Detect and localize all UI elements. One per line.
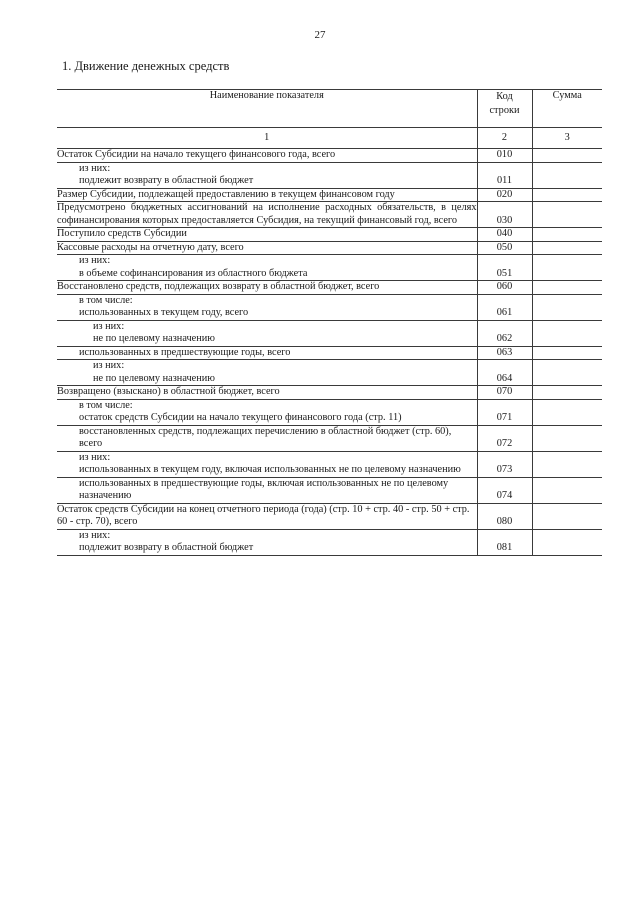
- indicator-name-cell: [57, 162, 477, 188]
- column-number-1: 1: [57, 128, 477, 149]
- indicator-name-line: Остаток средств Субсидии на конец отчетного периода (года) (стр. 10 + стр. 40 - стр. 50 + стр. 60 - стр. 70), всего: [57, 503, 470, 527]
- line-code-cell: 011: [477, 162, 532, 188]
- header-code-line2: строки: [489, 105, 520, 116]
- indicator-name-cell: [57, 386, 477, 400]
- page-number: 27: [314, 29, 326, 41]
- line-code-cell: 073: [477, 451, 532, 477]
- table-row: [57, 255, 602, 281]
- table-row: [57, 188, 602, 202]
- section-title: 1. Движение денежных средств: [62, 59, 230, 73]
- table-row: [57, 162, 602, 188]
- indicator-name-cell: [57, 188, 477, 202]
- indicator-name-line: в том числе:: [79, 294, 133, 306]
- line-code-cell: 020: [477, 188, 532, 202]
- indicator-name-cell: [57, 399, 477, 425]
- table-row: [57, 451, 602, 477]
- indicator-name-cell: [57, 360, 477, 386]
- indicator-name-line: Поступило средств Субсидии: [57, 228, 187, 239]
- indicator-name-cell: [57, 425, 477, 451]
- table-row: [57, 202, 602, 228]
- sum-cell: [532, 451, 602, 477]
- table-row: [57, 399, 602, 425]
- indicator-name-line: Размер Субсидии, подлежащей предоставлению в текущем финансовом году: [57, 188, 395, 200]
- indicator-name-line: не по целевому назначению: [93, 333, 215, 344]
- indicator-name-line: подлежит возврату в областной бюджет: [79, 175, 254, 186]
- table-row: [57, 477, 602, 503]
- indicator-name-line: в том числе:: [79, 399, 133, 411]
- indicator-name-line: использованных в текущем году, всего: [79, 307, 249, 318]
- sum-cell: [532, 149, 602, 163]
- line-code-cell: 062: [477, 320, 532, 346]
- indicator-name-line: в объеме софинансирования из областного бюджета: [79, 267, 308, 279]
- table-row: [57, 294, 602, 320]
- sum-cell: [532, 241, 602, 255]
- line-code-cell: 030: [477, 202, 532, 228]
- sum-cell: [532, 399, 602, 425]
- sum-cell: [532, 503, 602, 529]
- indicator-name-line: из них:: [79, 255, 111, 266]
- table-row: [57, 281, 602, 295]
- column-number-2: 2: [477, 128, 532, 149]
- indicator-name-line: использованных в текущем году, включая использованных не по целевому назначению: [79, 464, 461, 475]
- sum-cell: [532, 255, 602, 281]
- table-row: [57, 386, 602, 400]
- line-code-cell: 060: [477, 281, 532, 295]
- header-line-code: [477, 90, 532, 128]
- indicator-name-cell: [57, 281, 477, 295]
- indicator-name-line: восстановленных средств, подлежащих перечислению в областной бюджет (стр. 60), всего: [79, 425, 452, 449]
- line-code-cell: 064: [477, 360, 532, 386]
- line-code-cell: 051: [477, 255, 532, 281]
- line-code-cell: 010: [477, 149, 532, 163]
- line-code-cell: 063: [477, 346, 532, 360]
- indicator-name-line: из них:: [93, 360, 125, 371]
- sum-cell: [532, 477, 602, 503]
- line-code-cell: 070: [477, 386, 532, 400]
- column-number-row: [57, 128, 602, 149]
- sum-cell: [532, 386, 602, 400]
- header-indicator-name: Наименование показателя: [57, 90, 477, 128]
- indicator-name-cell: [57, 255, 477, 281]
- indicator-name-cell: [57, 503, 477, 529]
- indicator-name-cell: [57, 320, 477, 346]
- sum-cell: [532, 320, 602, 346]
- table-row: [57, 503, 602, 529]
- line-code-cell: 071: [477, 399, 532, 425]
- indicator-name-cell: [57, 241, 477, 255]
- indicator-name-line: подлежит возврату в областной бюджет: [79, 542, 254, 553]
- indicator-name-cell: [57, 294, 477, 320]
- indicator-name-line: Возвращено (взыскано) в областной бюджет, всего: [57, 386, 280, 397]
- line-code-cell: 074: [477, 477, 532, 503]
- line-code-cell: 050: [477, 241, 532, 255]
- indicator-name-line: Восстановлено средств, подлежащих возврату в областной бюджет, всего: [57, 281, 380, 292]
- sum-cell: [532, 188, 602, 202]
- indicator-name-cell: [57, 228, 477, 242]
- sum-cell: [532, 346, 602, 360]
- table-row: [57, 425, 602, 451]
- indicator-name-line: остаток средств Субсидии на начало текущего финансового года (стр. 11): [79, 412, 402, 423]
- indicator-name-cell: [57, 149, 477, 163]
- header-code-line1: Код: [496, 91, 513, 102]
- line-code-cell: 040: [477, 228, 532, 242]
- table-header-row: [57, 90, 602, 128]
- sum-cell: [532, 360, 602, 386]
- table-row: [57, 228, 602, 242]
- indicator-name-cell: [57, 346, 477, 360]
- line-code-cell: 061: [477, 294, 532, 320]
- sum-cell: [532, 425, 602, 451]
- table-body: [57, 149, 602, 556]
- indicator-name-line: не по целевому назначению: [93, 372, 215, 384]
- column-number-3: 3: [532, 128, 602, 149]
- sum-cell: [532, 529, 602, 555]
- indicator-name-line: использованных в предшествующие годы, включая использованных не по целевому назначению: [79, 477, 449, 501]
- indicator-name-line: из них:: [79, 451, 111, 463]
- cash-flow-table: [57, 89, 602, 556]
- indicator-name-line: Предусмотрено бюджетных ассигнований на исполнение расходных обязательств, в целях софинансирования которых предоставляется Субсидия, на текущий финансовый год, всего: [57, 202, 477, 226]
- indicator-name-line: из них:: [93, 320, 125, 332]
- sum-cell: [532, 202, 602, 228]
- table-row: [57, 529, 602, 555]
- indicator-name-cell: [57, 202, 477, 228]
- sum-cell: [532, 228, 602, 242]
- table-row: [57, 320, 602, 346]
- table-row: [57, 241, 602, 255]
- line-code-cell: 072: [477, 425, 532, 451]
- indicator-name-line: из них:: [79, 162, 111, 174]
- line-code-cell: 081: [477, 529, 532, 555]
- line-code-cell: 080: [477, 503, 532, 529]
- indicator-name-cell: [57, 477, 477, 503]
- table-row: [57, 149, 602, 163]
- table-row: [57, 346, 602, 360]
- sum-cell: [532, 162, 602, 188]
- sum-cell: [532, 294, 602, 320]
- sum-cell: [532, 281, 602, 295]
- indicator-name-line: Остаток Субсидии на начало текущего финансового года, всего: [57, 149, 336, 160]
- indicator-name-line: использованных в предшествующие годы, всего: [79, 346, 291, 358]
- indicator-name-cell: [57, 529, 477, 555]
- indicator-name-line: из них:: [79, 529, 111, 541]
- table-row: [57, 360, 602, 386]
- indicator-name-line: Кассовые расходы на отчетную дату, всего: [57, 241, 244, 253]
- indicator-name-cell: [57, 451, 477, 477]
- header-sum: Сумма: [532, 90, 602, 128]
